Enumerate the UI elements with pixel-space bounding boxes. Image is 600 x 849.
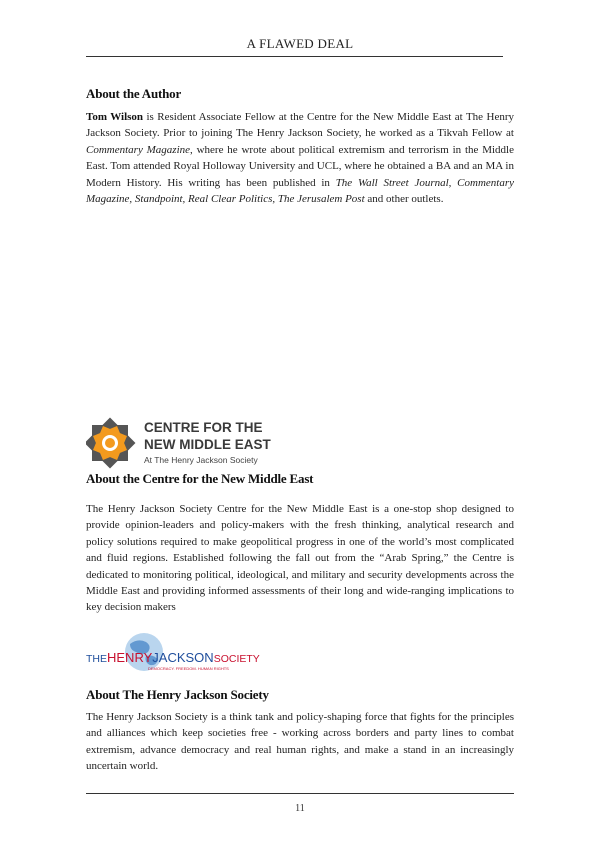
- author-text-3: and other outlets.: [364, 193, 444, 206]
- cme-logo-line3: At The Henry Jackson Society: [144, 455, 258, 465]
- about-author-heading: About the Author: [86, 86, 182, 101]
- about-cme-body: The Henry Jackson Society Centre for the New Middle East is a one-stop shop designed to provide opinion-leaders and policy-makers with the fresh thinking, analytical research and policy solutions required to make geopolitical progress in one of the world’s most complicated and fluid regions. Established following the fall out from the “Arab Spring,” the Centre is dedicated to monitoring political, ideological, and military and security developments across the Middle East and providing informed assessments of their long and wide-ranging implications to key decision makers: [86, 503, 514, 614]
- hjs-logo-jackson: JACKSON: [152, 650, 214, 665]
- svg-text:THEHENRYJACKSONSOCIETY: [86, 650, 260, 665]
- hjs-logo: [86, 632, 266, 678]
- page-number: 11: [295, 803, 305, 814]
- author-publications: The Wall Street Journal, Commentary Magazine, Standpoint, Real Clear Politics, The Jerusalem Post: [86, 176, 514, 206]
- footer-rule: [86, 793, 514, 794]
- author-name: Tom Wilson: [86, 111, 144, 123]
- cme-star-icon: [86, 418, 135, 469]
- about-cme-heading: About the Centre for the New Middle East: [86, 471, 314, 486]
- hjs-logo-tagline: DEMOCRACY. FREEDOM. HUMAN RIGHTS: [148, 666, 229, 671]
- about-hjs-section: [86, 687, 514, 775]
- cme-logo: [86, 416, 296, 470]
- cme-logo-line1: CENTRE FOR THE: [144, 420, 263, 435]
- header-rule: [86, 56, 503, 57]
- hjs-logo-the: THE: [86, 653, 107, 665]
- running-header: A FLAWED DEAL: [246, 36, 354, 51]
- cme-logo-line2: NEW MIDDLE EAST: [144, 437, 271, 452]
- author-publication-1: Commentary Magazine: [86, 143, 191, 156]
- hjs-logo-society: SOCIETY: [213, 653, 260, 665]
- about-author-section: [86, 86, 514, 207]
- hjs-logo-henry: HENRY: [107, 650, 153, 665]
- about-cme-section: [86, 471, 514, 616]
- author-text-2: , where he wrote about political extremism and terrorism in the Middle East. Tom attended Royal Holloway University and UCL, where he obtained a BA and an MA in Modern History. His writing has been published in: [86, 143, 514, 189]
- about-hjs-heading: About The Henry Jackson Society: [86, 687, 269, 702]
- about-author-body: [86, 109, 514, 207]
- about-hjs-body: The Henry Jackson Society is a think tank and policy-shaping force that fights for the principles and alliances which keep societies free - working across borders and party lines to combat extremism, advance democracy and real human rights, and make a stand in an increasingly uncertain world.: [86, 711, 514, 773]
- author-text-1: is Resident Associate Fellow at the Centre for the New Middle East at The Henry Jackson Society. Prior to joining The Henry Jackson Society, he worked as a Tikvah Fellow at: [86, 111, 514, 140]
